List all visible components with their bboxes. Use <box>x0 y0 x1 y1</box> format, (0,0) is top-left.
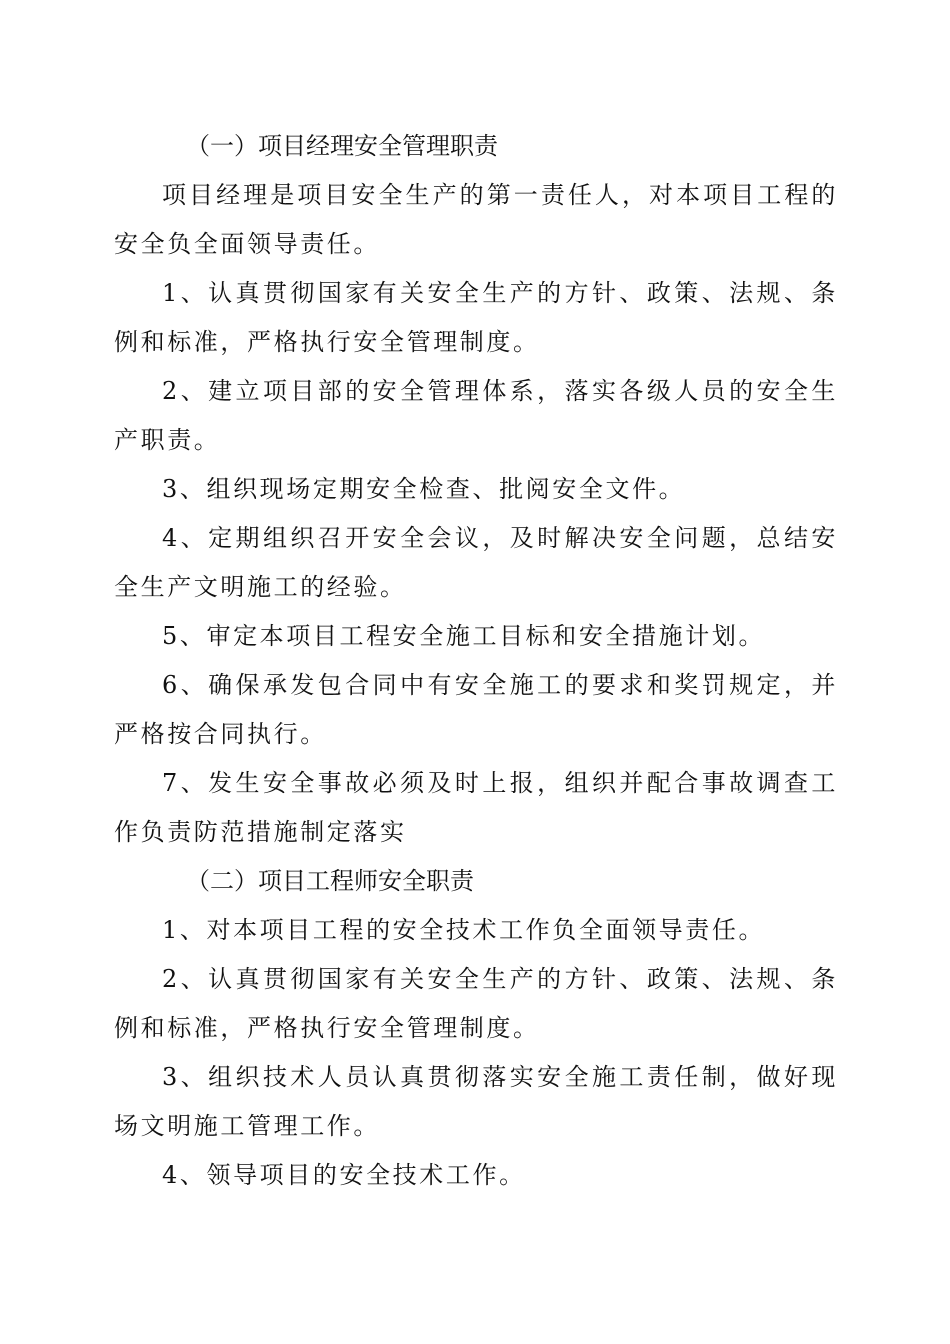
section-heading-2: （二）项目工程师安全职责 <box>186 867 474 895</box>
paragraph-item-4: 4、定期组织召开安全会议，及时解决安全问题，总结安全生产文明施工的经验。 <box>114 524 838 601</box>
paragraph-item-4: 4、领导项目的安全技术工作。 <box>162 1161 526 1189</box>
paragraph-item-3: 3、组织现场定期安全检查、批阅安全文件。 <box>162 475 686 503</box>
paragraph-item-5: 5、审定本项目工程安全施工目标和安全措施计划。 <box>162 622 766 650</box>
paragraph-item-2: 2、认真贯彻国家有关安全生产的方针、政策、法规、条例和标准，严格执行安全管理制度。 <box>114 965 838 1042</box>
paragraph-item-7: 7、发生安全事故必须及时上报，组织并配合事故调查工作负责防范措施制定落实 <box>114 769 838 846</box>
paragraph-item-1: 1、认真贯彻国家有关安全生产的方针、政策、法规、条例和标准，严格执行安全管理制度。 <box>114 279 838 356</box>
paragraph-item-1: 1、对本项目工程的安全技术工作负全面领导责任。 <box>162 916 766 944</box>
paragraph-item-6: 6、确保承发包合同中有安全施工的要求和奖罚规定，并严格按合同执行。 <box>114 671 838 748</box>
paragraph-item-2: 2、建立项目部的安全管理体系，落实各级人员的安全生产职责。 <box>114 377 838 454</box>
paragraph-item-3: 3、组织技术人员认真贯彻落实安全施工责任制，做好现场文明施工管理工作。 <box>114 1063 838 1140</box>
document-body <box>114 122 838 1200</box>
paragraph-intro: 项目经理是项目安全生产的第一责任人，对本项目工程的安全负全面领导责任。 <box>114 181 838 258</box>
section-heading-1: （一）项目经理安全管理职责 <box>186 132 498 160</box>
